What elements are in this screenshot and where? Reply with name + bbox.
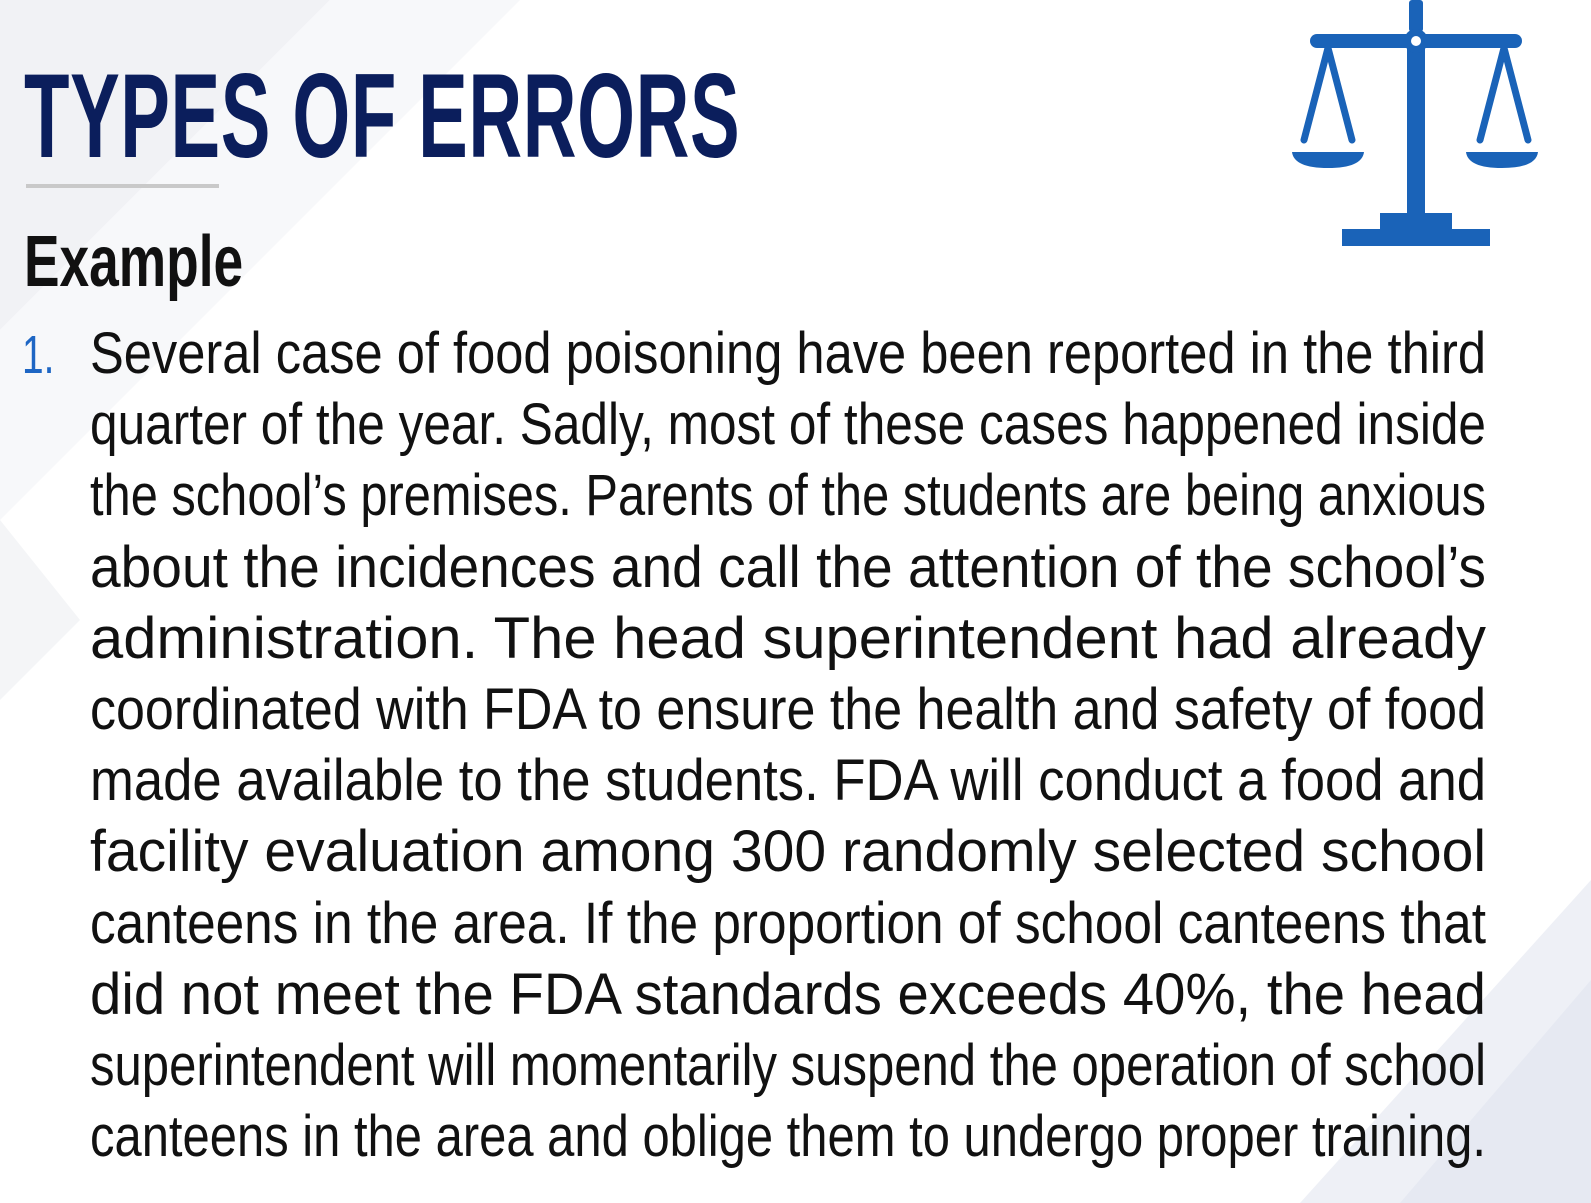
paragraph-line: about the incidences and call the attention of the school’s (90, 534, 1486, 600)
paragraph-line: coordinated with FDA to ensure the health and safety of food (90, 676, 1486, 742)
slide-title: TYPES OF ERRORS (24, 49, 741, 183)
paragraph-line: Several case of food poisoning have been reported in the third (90, 321, 1486, 386)
paragraph-line: facility evaluation among 300 randomly selected school (90, 819, 1486, 885)
paragraph-line: did not meet the FDA standards exceeds 40%, the head (90, 961, 1486, 1027)
paragraph-line: the school’s premises. Parents of the students are being anxious (90, 463, 1486, 529)
balance-scale-icon (1290, 0, 1542, 250)
section-heading: Example (24, 222, 244, 302)
title-underline (26, 184, 219, 188)
example-paragraph (90, 318, 1486, 1172)
paragraph-line: quarter of the year. Sadly, most of these cases happened inside (90, 392, 1486, 458)
paragraph-line: canteens in the area. If the proportion of school canteens that (90, 890, 1486, 956)
paragraph-line: administration. The head superintendent had already (90, 605, 1486, 671)
paragraph-line: canteens in the area and oblige them to undergo proper training. (90, 1104, 1486, 1170)
list-number: 1. (22, 325, 55, 385)
paragraph-line: made available to the students. FDA will conduct a food and (90, 748, 1486, 814)
paragraph-line: superintendent will momentarily suspend the operation of school (90, 1032, 1486, 1098)
